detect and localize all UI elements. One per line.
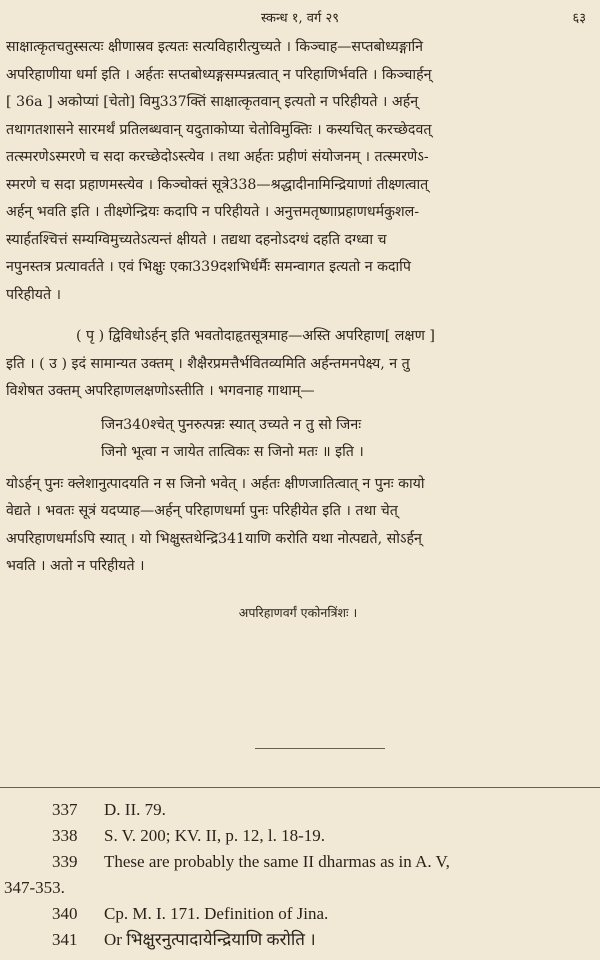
footnote <box>0 823 600 849</box>
text-line: नपुनस्तत्र प्रत्यावर्तते । एवं भिक्षुः एका339दशभिर्धर्मैः समन्वागत इत्यतो न कदापि <box>6 259 411 275</box>
footnote-text: Or भिक्षुरनुत्पादायेन्द्रियाणि करोति । <box>104 930 316 949</box>
footnote-continuation <box>0 875 600 901</box>
text-line: स्मरणे च सदा प्रहाणमस्त्येव । किञ्चोक्तं सूत्रे338—श्रद्धादीनामिन्द्रियाणां तीक्ष्णत्वात् <box>6 176 429 193</box>
footnote <box>0 797 600 823</box>
running-title: स्कन्ध १, वर्ग २९ <box>261 11 339 26</box>
footnote-number: 341 <box>52 930 78 949</box>
footnote-separator <box>0 787 600 788</box>
verse <box>6 412 590 467</box>
text-line: योऽर्हन् पुनः क्लेशानुत्पादयति न स जिनो भवेत् । अर्हतः क्षीणजातित्वात् न पुनः कायो <box>6 475 425 492</box>
text-line: तथागतशासने सारमर्थं प्रतिलब्धवान् यदुताकोप्या चेतोविमुक्तिः । कस्यचित् करच्छेदवत् <box>6 121 432 138</box>
text-line: स्यार्हतश्चित्तं सम्यग्विमुच्यतेऽत्यन्तं क्षीयते । तद्यथा दहनोऽदग्धं दहति दग्ध्वा च <box>6 231 387 248</box>
main-text <box>6 34 590 626</box>
text-line: परिहीयते । <box>6 286 61 303</box>
footnotes <box>0 797 600 953</box>
paragraph-2 <box>6 323 590 406</box>
footnote-text: 347-353. <box>4 878 65 897</box>
text-line: साक्षात्कृतचतुस्सत्यः क्षीणास्रव इत्यतः सत्यविहारीत्युच्यते । किञ्चाह—सप्तबोध्यङ्गानि <box>6 39 424 55</box>
verse-line: जिनो भूत्वा न जायेत तात्विकः स जिनो मतः ॥ इति । <box>101 444 364 460</box>
chapter-end-colophon: अपरिहाणवर्गं एकोनत्रिंशः । <box>238 604 358 620</box>
footnote-number: 340 <box>52 904 78 923</box>
footnote-text: D. II. 79. <box>104 800 166 819</box>
text-line: इति । ( उ ) इदं सामान्यत उक्तम् । शैक्षैरप्रमत्तैर्भवितव्यमिति अर्हन्तमनपेक्ष्य, न तु <box>6 355 410 372</box>
text-line: विशेषत उक्तम् अपरिहाणलक्षणोऽस्तीति । भगवनाह गाथाम्— <box>6 383 315 399</box>
paragraph-3 <box>6 471 590 581</box>
text-line: अपरिहाणधर्माऽपि स्यात् । यो भिक्षुस्तथेन्द्रि341याणि करोति यथा नोत्पद्यते, सोऽर्हन् <box>6 530 422 547</box>
text-line: तत्स्मरणेऽस्मरणे च सदा करच्छेदोऽस्त्येव । तथा अर्हतः प्रहीणं संयोजनम् । तत्स्मरणेऽ- <box>6 149 429 165</box>
page-number: ६३ <box>572 11 586 26</box>
text-line: भवति । अतो न परिहीयते । <box>6 558 145 574</box>
footnote <box>0 849 600 875</box>
text-line: [ 36a ] अकोप्यां [चेतो] विमु337क्तिं साक्षात्कृतवान् इत्यतो न परिहीयते । अर्हन् <box>6 94 419 110</box>
footnote <box>0 927 600 953</box>
text-line: ( पृ ) द्विविधोऽर्हन् इति भवतोदाहृतसूत्रमाह—अस्ति अपरिहाण[ लक्षण ] <box>76 328 435 344</box>
section-rule <box>255 748 385 749</box>
text-line: वेद्यते । भवतः सूत्रं यदप्याह—अर्हन् परिहाणधर्मा पुनः परिहीयेत इति । तथा चेत् <box>6 503 398 519</box>
footnote-number: 338 <box>52 826 78 845</box>
footnote-number: 339 <box>52 852 78 871</box>
text-line: अपरिहाणीया धर्मा इति । अर्हतः सप्तबोध्यङ्गसम्पन्नत्वात् न परिहाणिर्भवति । किञ्चार्हन् <box>6 66 432 83</box>
verse-line: जिन340श्चेत् पुनरुत्पन्नः स्यात् उच्यते न तु सो जिनः <box>101 416 362 433</box>
footnote-number: 337 <box>52 800 78 819</box>
footnote <box>0 901 600 927</box>
text-line: अर्हन् भवति इति । तीक्ष्णेन्द्रियः कदापि न परिहीयते । अनुत्तमतृष्णाप्रहाणधर्मकुशल- <box>6 204 420 220</box>
footnote-text: Cp. M. I. 171. Definition of Jina. <box>104 904 329 923</box>
footnote-text: These are probably the same II dharmas as in A. V, <box>104 852 450 871</box>
footnote-text: S. V. 200; KV. II, p. 12, l. 18-19. <box>104 826 326 845</box>
paragraph-1 <box>6 34 590 309</box>
page-header <box>0 6 600 32</box>
